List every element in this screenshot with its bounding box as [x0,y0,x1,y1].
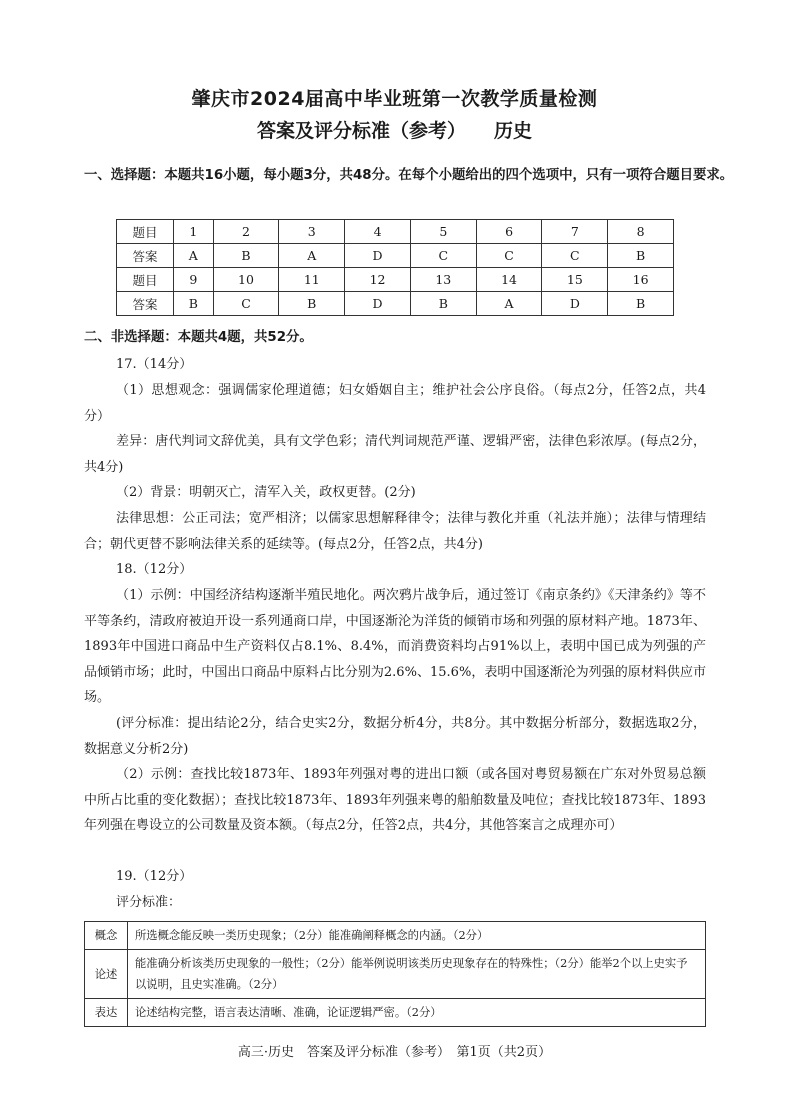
rubric-table [84,921,706,1027]
table-cell: 11 [279,268,345,292]
table-cell: B [608,292,674,316]
rubric-category: 表达 [85,999,128,1027]
page-subtitle [0,116,789,143]
table-cell: B [608,244,674,268]
table-cell: B [174,292,214,316]
table-cell: 答案 [117,292,174,316]
rubric-text: 论述结构完整，语言表达清晰、准确，论证逻辑严密。（2分） [128,999,706,1027]
table-row [85,999,706,1027]
table-cell: A [174,244,214,268]
table-cell: 3 [279,220,345,244]
table-cell: C [213,292,279,316]
rubric-text: 能准确分析该类历史现象的一般性；（2分）能举例说明该类历史现象存在的特殊性；（2分）能举2个以上史实予以说明，且史实准确。（2分） [128,950,706,999]
table-row [85,950,706,999]
table-cell: A [279,244,345,268]
table-cell: 题目 [117,268,174,292]
table-row [117,292,674,316]
subtitle-text: 答案及评分标准（参考） [256,120,466,142]
q17-p2: 差异：唐代判词文辞优美，具有文学色彩；清代判词规范严谨、逻辑严密，法律色彩浓厚。(每点2分，共4分) [84,434,706,475]
table-cell: 题目 [117,220,174,244]
table-cell: 1 [174,220,214,244]
table-cell: 12 [345,268,411,292]
q18-p1: （1）示例：中国经济结构逐渐半殖民地化。两次鸦片战争后，通过签订《南京条约》《天津条约》等不平等条约，清政府被迫开设一系列通商口岸，中国逐渐沦为洋货的倾销市场和列强的原材料产地。1873年、1893年中国进口商品中生产资料仅占8.1%、8.4%，而消费资料均占91%以上，表明中国已成为列强的产品倾销市场；此时，中国出口商品中原料占比分别为2.6%、15.6%，表明中国逐渐沦为列强的原材料供应市场。 [84,588,706,705]
answer-table [116,219,674,316]
q19-rubric-label: 评分标准： [116,895,182,910]
table-cell: 16 [608,268,674,292]
page-footer: 高三·历史 答案及评分标准（参考） 第1页（共2页） [237,1045,552,1060]
table-cell: 15 [542,268,608,292]
section2-heading: 二、非选择题：本题共4题，共52分。 [84,330,313,345]
table-cell: 7 [542,220,608,244]
table-cell: 2 [213,220,279,244]
q18-label: 18.（12分） [116,562,193,577]
q19-label: 19.（12分） [116,869,193,884]
q17-label: 17.（14分） [116,357,193,372]
rubric-category: 概念 [85,922,128,950]
table-cell: 4 [345,220,411,244]
subject-label: 历史 [494,120,533,142]
table-row [117,220,674,244]
table-cell: 8 [608,220,674,244]
table-cell: 14 [476,268,542,292]
q18-p3: （2）示例：查找比较1873年、1893年列强对粤的进出口额（或各国对粤贸易额在广东对外贸易总额中所占比重的变化数据）；查找比较1873年、1893年列强来粤的船舶数量及吨位；查找比较1873年、1893年列强在粤设立的公司数量及资本额。（每点2分，任答2点，共4分，其他答案言之成理亦可） [84,767,706,833]
table-cell: B [410,292,476,316]
table-cell: 13 [410,268,476,292]
table-cell: 10 [213,268,279,292]
table-cell: D [542,292,608,316]
table-cell: C [476,244,542,268]
table-row [117,244,674,268]
table-cell: C [542,244,608,268]
table-cell: A [476,292,542,316]
q17-p4: 法律思想：公正司法；宽严相济；以儒家思想解释律令；法律与教化并重（礼法并施）；法律与情理结合；朝代更替不影响法律关系的延续等。(每点2分，任答2点，共4分) [84,511,706,552]
table-cell: B [213,244,279,268]
rubric-category: 论述 [85,950,128,999]
table-cell: 9 [174,268,214,292]
q17-p1: （1）思想观念：强调儒家伦理道德；妇女婚姻自主；维护社会公序良俗。（每点2分，任答2点，共4分） [84,383,706,424]
q18-p2: (评分标准：提出结论2分，结合史实2分，数据分析4分，共8分。其中数据分析部分，数据选取2分，数据意义分析2分) [84,716,706,757]
table-cell: C [410,244,476,268]
table-row [85,922,706,950]
table-cell: D [345,244,411,268]
table-row [117,268,674,292]
table-cell: 5 [410,220,476,244]
table-cell: B [279,292,345,316]
table-cell: D [345,292,411,316]
section1-heading: 一、选择题：本题共16小题，每小题3分，共48分。在每个小题给出的四个选项中，只有一项符合题目要求。 [84,168,734,183]
page-title: 肇庆市2024届高中毕业班第一次教学质量检测 [191,88,598,110]
q17-p3: （2）背景：明朝灭亡，清军入关，政权更替。(2分) [116,485,416,500]
table-cell: 答案 [117,244,174,268]
rubric-text: 所选概念能反映一类历史现象；（2分）能准确阐释概念的内涵。（2分） [128,922,706,950]
table-cell: 6 [476,220,542,244]
